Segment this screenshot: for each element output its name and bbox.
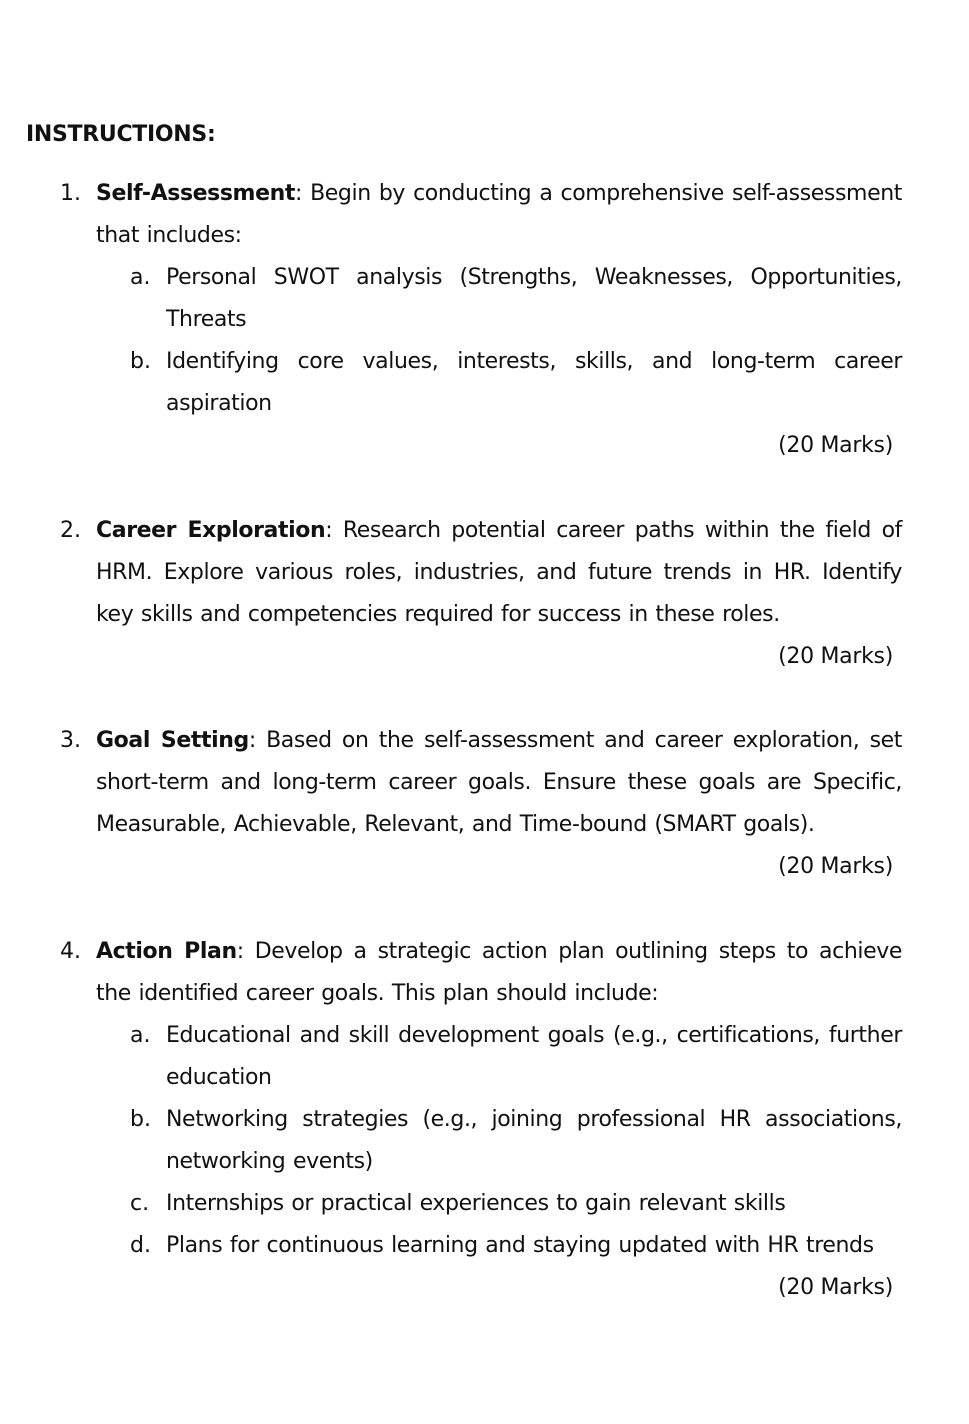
item-title: Career Exploration [96, 518, 326, 543]
item-number: 1. [60, 181, 81, 206]
item-text: : Develop a strategic action plan outlining steps to achieve the identified career goals. This plan should include: [96, 939, 902, 1006]
item-text: : Based on the self-assessment and career exploration, set short-term and long-term career goals. Ensure these goals are Specific, Measurable, Achievable, Relevant, and Time-bound (SMART goals). [96, 728, 903, 837]
marks-label-2: (20 Marks) [778, 644, 893, 669]
item-title: Goal Setting [96, 728, 249, 753]
item-body [96, 173, 902, 257]
subitem-text: Plans for continuous learning and staying updated with HR trends [166, 1233, 874, 1258]
item-body [96, 720, 902, 846]
subitem-letter: b. [130, 1107, 151, 1132]
item-number: 3. [60, 728, 81, 753]
item-title: Self-Assessment [96, 181, 295, 206]
subitem-letter: b. [130, 349, 151, 374]
subitem-text: Internships or practical experiences to gain relevant skills [166, 1191, 786, 1216]
subitem-text: Personal SWOT analysis (Strengths, Weaknesses, Opportunities, Threats [166, 265, 902, 332]
item-number: 2. [60, 518, 81, 543]
item-text: : Begin by conducting a comprehensive self-assessment that includes: [96, 181, 902, 248]
marks-label-1: (20 Marks) [778, 433, 893, 458]
subitem-text: Identifying core values, interests, skills, and long-term career aspiration [166, 349, 902, 416]
subitem-letter: c. [130, 1191, 150, 1216]
item-body [96, 510, 902, 636]
instructions-heading: INSTRUCTIONS: [26, 122, 216, 147]
item-title: Action Plan [96, 939, 237, 964]
subitem-text: Educational and skill development goals (e.g., certifications, further education [166, 1023, 902, 1090]
item-body [96, 931, 902, 1015]
subitem-letter: d. [130, 1233, 151, 1258]
item-text: : Research potential career paths within the field of HRM. Explore various roles, industries, and future trends in HR. Identify key skills and competencies required for success in these roles. [96, 518, 902, 627]
subitem-letter: a. [130, 1023, 151, 1048]
marks-label-3: (20 Marks) [778, 854, 893, 879]
subitem-letter: a. [130, 265, 151, 290]
item-number: 4. [60, 939, 81, 964]
subitem-text: Networking strategies (e.g., joining professional HR associations, networking events) [166, 1107, 902, 1174]
marks-label-4: (20 Marks) [778, 1275, 893, 1300]
